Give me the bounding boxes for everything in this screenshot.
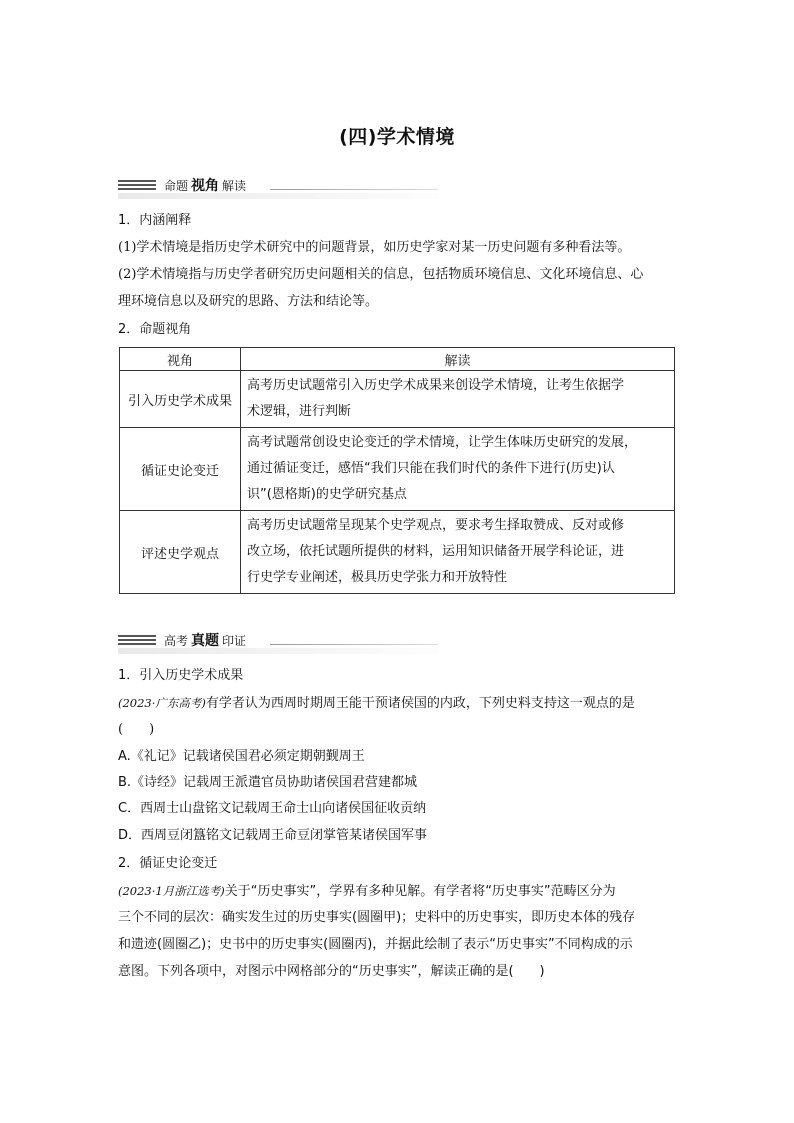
table-cell-line: 识”(恩格斯)的史学研究基点 [247,487,407,502]
q1-stem-text: 有学者认为西周时期周王能干预诸侯国的内政，下列史料支持这一观点的是 [205,696,635,711]
table-cell-angle: 循证史论变迁 [120,428,241,511]
table-header-row [120,348,675,371]
section-header-left: 高考 [164,634,189,648]
section-header-exam [118,630,438,652]
section-header-left: 命题 [164,179,189,193]
q1-option-a: A.《礼记》记载诸侯国君必须定期朝觐周王 [118,749,365,764]
q2-source: (2023·1月浙江选考) [118,884,225,898]
table-row [120,371,675,428]
table-cell-line: 高考历史试题常呈现某个史学观点，要求考生择取赞成、反对或修 [247,518,625,533]
section-header-label [164,630,246,650]
section-header-right: 解读 [222,179,247,193]
table-cell-line: 通过循证变迁，感悟“我们只能在我们时代的条件下进行(历史)认 [247,461,615,476]
q2-line-2: 三个不同的层次：确实发生过的历史事实(圆圈甲)；史料中的历史事实，即历史本体的残存 [118,910,636,925]
part1-paragraph-2-line-2: 理环境信息以及研究的思路、方法和结论等。 [118,294,379,309]
q1-option-b: B.《诗经》记载周王派遣官员协助诸侯国君营建都城 [118,775,418,790]
table-cell-interpretation [241,511,675,594]
section-header-bold: 真题 [191,633,220,649]
part2-heading: 2．命题视角 [118,322,192,337]
q1-option-d: D．西周豆闭簋铭文记载周王命豆闭掌管某诸侯国军事 [118,828,428,843]
table-cell-interpretation [241,371,675,428]
q1-source: (2023·广东高考) [118,696,206,710]
section-header-angle [118,175,438,197]
section-header-rule [270,189,438,190]
table-cell-line: 改立场，依托试题所提供的材料，运用知识储备开展学科论证，进 [247,544,625,559]
q2-line-1-text: 关于“历史事实”，学界有多种见解。有学者将“历史事实”范畴区分为 [224,884,616,899]
table-header-angle: 视角 [120,348,241,371]
part1-paragraph-2-line-1: (2)学术情境指与历史学者研究历史问题相关的信息，包括物质环境信息、文化环境信息、心 [118,267,644,282]
section-header-rule [270,644,438,645]
table-cell-interpretation [241,428,675,511]
table-cell-line: 高考试题常创设史论变迁的学术情境，让学生体味历史研究的发展， [247,435,638,450]
table-cell-line: 高考历史试题常引入历史学术成果来创设学术情境，让考生依据学 [247,378,625,393]
q2-line-1 [118,882,678,901]
q2-heading: 2．循证史论变迁 [118,856,218,871]
section-header-right: 印证 [222,634,247,648]
page-title: (四)学术情境 [339,126,455,148]
table-cell-angle: 评述史学观点 [120,511,241,594]
part1-paragraph-1: (1)学术情境是指历史学术研究中的问题背景，如历史学家对某一历史问题有多种看法等。 [118,240,631,255]
table-cell-line: 术逻辑，进行判断 [247,404,352,419]
table-cell-line: 行史学专业阐述，极具历史学张力和开放特性 [247,570,508,585]
q1-answer-blank: ( ) [118,722,155,737]
section-header-label [164,175,246,195]
table-cell-angle: 引入历史学术成果 [120,371,241,428]
q2-line-3: 和遗迹(圆圈乙)；史书中的历史事实(圆圈丙)，并据此绘制了表示“历史事实”不同构成的示 [118,937,633,952]
table-row [120,428,675,511]
q1-heading: 1．引入历史学术成果 [118,668,244,683]
section-stripes-icon [118,635,156,645]
section-header-bold: 视角 [191,178,220,194]
q2-line-4: 意图。下列各项中，对图示中网格部分的“历史事实”，解读正确的是( ) [118,964,545,979]
angle-table [119,347,675,594]
table-header-interpretation: 解读 [241,348,675,371]
part1-heading: 1．内涵阐释 [118,213,192,228]
section-stripes-icon [118,180,156,190]
q1-stem [118,694,678,713]
q1-option-c: C．西周士山盘铭文记载周王命士山向诸侯国征收贡纳 [118,801,427,816]
table-row [120,511,675,594]
